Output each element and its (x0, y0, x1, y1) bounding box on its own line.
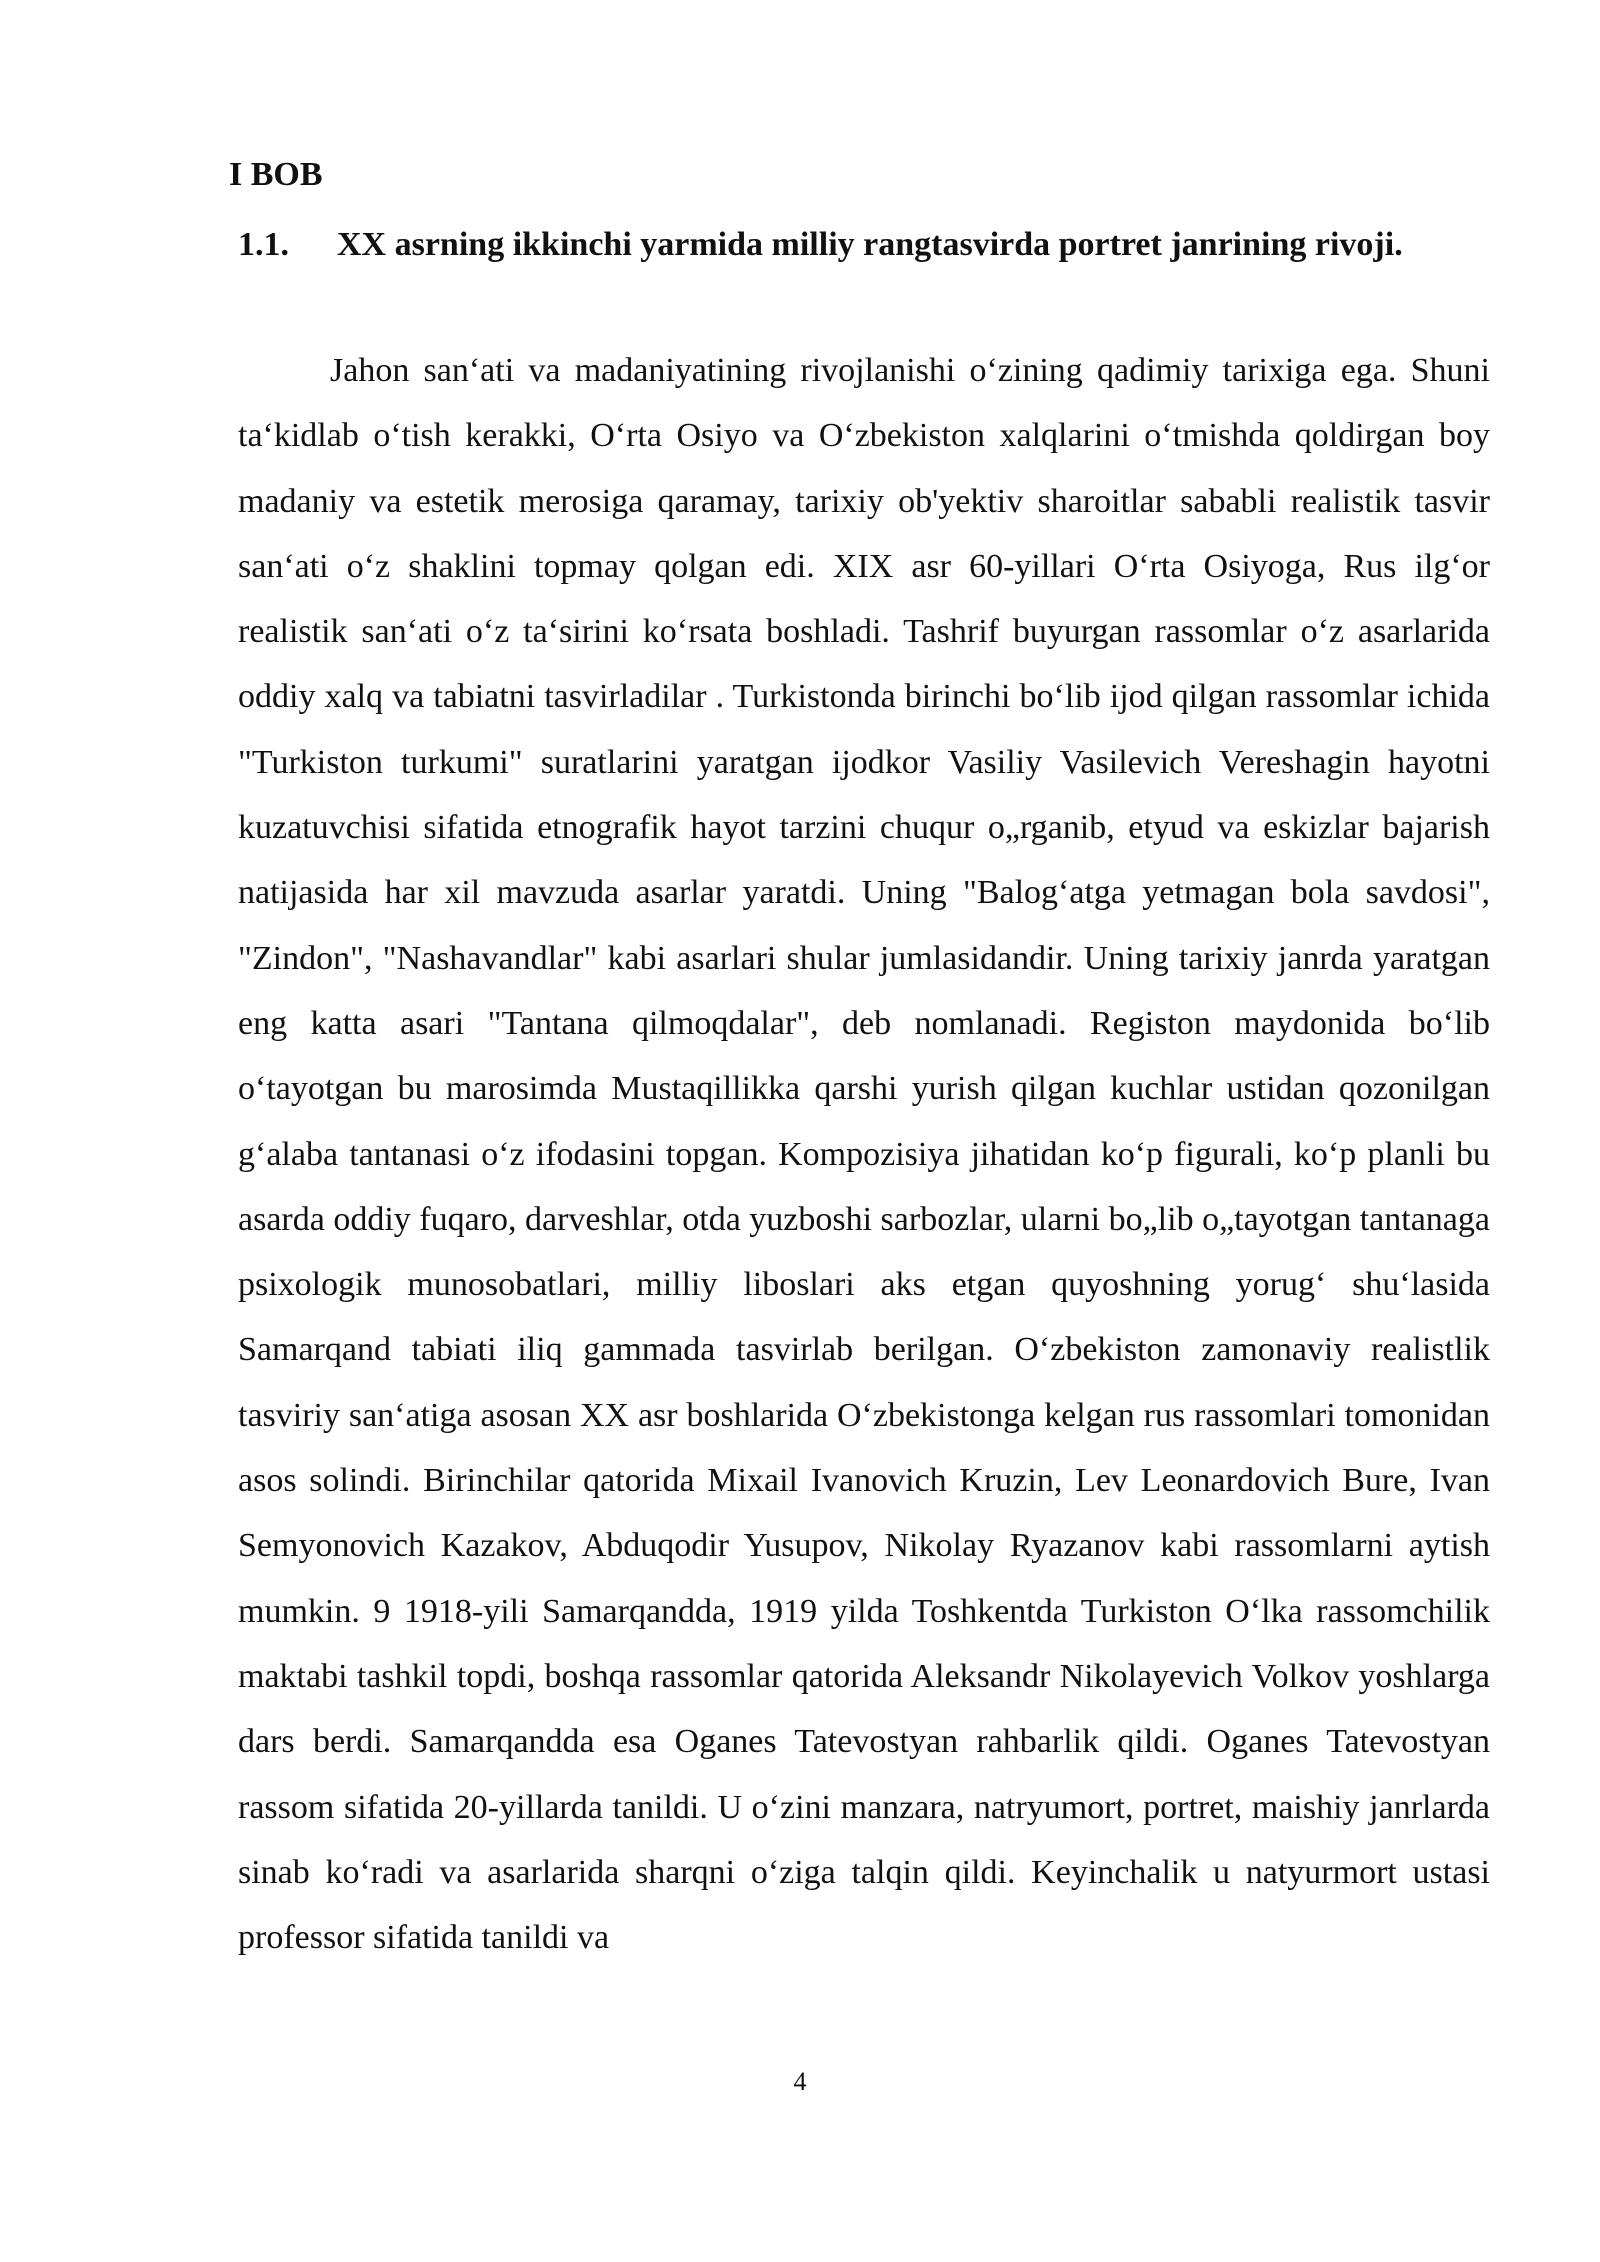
section-number: 1.1. (238, 226, 289, 263)
page-number: 4 (793, 2067, 807, 2096)
chapter-heading: I BOB (229, 156, 323, 193)
section-heading (238, 212, 1490, 278)
section-title: XX asrning ikkinchi yarmida milliy rangtasvirda portret janrining rivoji. (337, 226, 1403, 263)
body-paragraph: Jahon san‘ati va madaniyatining rivojlanishi o‘zining qadimiy tarixiga ega. Shuni ta‘kidlab o‘tish kerakki, O‘rta Osiyo va O‘zbekiston xalqlarini o‘tmishda qoldirgan boy madaniy va estetik merosiga qaramay, tarixiy ob'yektiv sharoitlar sababli realistik tasvir san‘ati o‘z shaklini topmay qolgan edi. XIX asr 60-yillari O‘rta Osiyoga, Rus ilg‘or realistik san‘ati o‘z ta‘sirini ko‘rsata boshladi. Tashrif buyurgan rassomlar o‘z asarlarida oddiy xalq va tabiatni tasvirladilar . Turkistonda birinchi bo‘lib ijod qilgan rassomlar ichida "Turkiston turkumi" suratlarini yaratgan ijodkor Vasiliy Vasilevich Vereshagin hayotni kuzatuvchisi sifatida etnografik hayot tarzini chuqur o„rganib, etyud va eskizlar bajarish natijasida har xil mavzuda asarlar yaratdi. Uning "Balog‘atga yetmagan bola savdosi", "Zindon", "Nashavandlar" kabi asarlari shular jumlasidandir. Uning tarixiy janrda yaratgan eng katta asari "Tantana qilmoqdalar", deb nomlanadi. Registon maydonida bo‘lib o‘tayotgan bu marosimda Mustaqillikka qarshi yurish qilgan kuchlar ustidan qozonilgan g‘alaba tantanasi o‘z ifodasini topgan. Kompozisiya jihatidan ko‘p figurali, ko‘p planli bu asarda oddiy fuqaro, darveshlar, otda yuzboshi sarbozlar, ularni bo„lib o„tayotgan tantanaga psixologik munosobatlari, milliy liboslari aks etgan quyoshning yorug‘ shu‘lasida Samarqand tabiati iliq gammada tasvirlab berilgan. O‘zbekiston zamonaviy realistlik tasviriy san‘atiga asosan XX asr boshlarida O‘zbekistonga kelgan rus rassomlari tomonidan asos solindi. Birinchilar qatorida Mixail Ivanovich Kruzin, Lev Leonardovich Bure, Ivan Semyonovich Kazakov, Abduqodir Yusupov, Nikolay Ryazanov kabi rassomlarni aytish mumkin. 9 1918-yili Samarqandda, 1919 yilda Toshkentda Turkiston O‘lka rassomchilik maktabi tashkil topdi, boshqa rassomlar qatorida Aleksandr Nikolayevich Volkov yoshlarga dars berdi. Samarqandda esa Oganes Tatevostyan rahbarlik qildi. Oganes Tatevostyan rassom sifatida 20-yillarda tanildi. U o‘zini manzara, natryumort, portret, maishiy janrlarda sinab ko‘radi va asarlarida sharqni o‘ziga talqin qildi. Keyinchalik u natyurmort ustasi professor sifatida tanildi va (238, 352, 1490, 1957)
